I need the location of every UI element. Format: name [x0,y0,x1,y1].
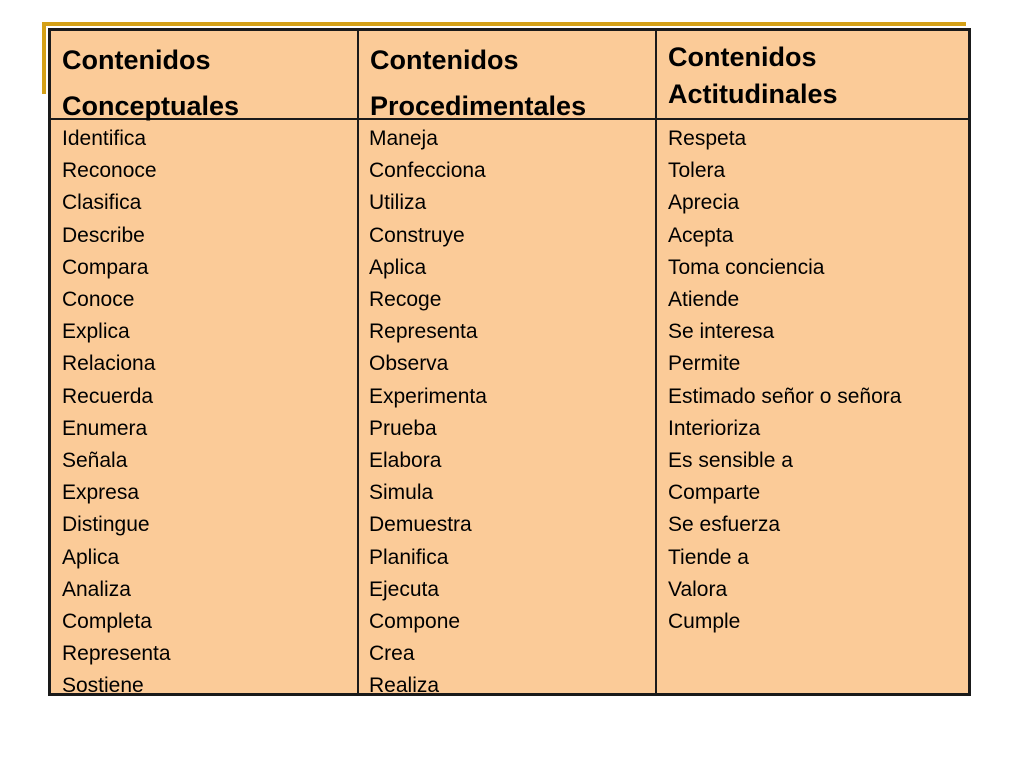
header-actitudinales [668,39,838,126]
table-cell: Elabora [369,449,442,473]
table-cell: Valora [668,577,728,601]
table-cell: Aprecia [668,191,740,215]
table-cell: Aplica [62,545,120,569]
decorative-top-line [42,22,966,26]
table-cell: Prueba [369,416,437,440]
table-cell: Confecciona [369,159,486,183]
table-cell: Aplica [369,255,427,279]
table-cell: Toma conciencia [668,255,825,279]
table-cell: Recoge [369,288,442,312]
table-cell: Respeta [668,127,747,150]
table-cell: Crea [369,642,415,666]
column-divider [357,31,359,693]
table-cell: Simula [369,481,434,505]
table-cell: Compara [62,255,149,279]
table-cell: Completa [62,610,152,634]
table-cell: Observa [369,352,449,376]
table-cell: Compone [369,610,461,634]
column-procedimentales [369,123,487,703]
table-cell: Realiza [369,674,440,698]
table-cell: Distingue [62,513,150,537]
table-cell: Describe [62,223,145,247]
table-cell: Interioriza [668,416,761,440]
header-line: Contenidos [62,45,211,75]
table-cell: Planifica [369,545,449,569]
header-line: Actitudinales [668,79,838,109]
table-cell: Clasifica [62,191,142,215]
contenidos-table [48,28,971,696]
column-conceptuales [62,123,171,703]
decorative-left-line [42,22,46,94]
table-cell: Reconoce [62,159,157,183]
table-cell: Construye [369,223,465,247]
table-cell: Utiliza [369,191,427,215]
table-cell: Conoce [62,288,135,312]
table-cell: Identifica [62,127,147,150]
header-line: Conceptuales [62,91,240,121]
table-cell: Analiza [62,577,131,601]
table-cell: Permite [668,352,741,376]
table-cell: Demuestra [369,513,472,537]
header-procedimentales [370,37,586,124]
header-line: Contenidos [370,45,519,75]
table-cell: Comparte [668,481,761,505]
table-cell: Representa [62,642,171,666]
table-cell: Cumple [668,610,741,634]
table-cell: Tiende a [668,545,749,569]
table-cell: Se esfuerza [668,513,781,537]
table-cell: Sostiene [62,674,144,698]
header-line: Procedimentales [370,91,587,121]
column-actitudinales [668,123,901,638]
table-cell: Señala [62,449,128,473]
table-cell: Enumera [62,416,148,440]
header-conceptuales [62,37,239,124]
header-line: Contenidos [668,42,817,72]
table-cell: Tolera [668,159,726,183]
table-cell: Ejecuta [369,577,440,601]
table-cell: Maneja [369,127,438,150]
table-cell: Atiende [668,288,740,312]
table-cell: Experimenta [369,384,487,408]
table-cell: Es sensible a [668,449,793,473]
table-cell: Representa [369,320,478,344]
table-cell: Acepta [668,223,734,247]
table-cell: Se interesa [668,320,775,344]
table-cell: Estimado señor o señora [668,384,902,408]
column-divider [655,31,657,693]
table-cell: Recuerda [62,384,154,408]
table-cell: Relaciona [62,352,156,376]
table-cell: Expresa [62,481,140,505]
table-cell: Explica [62,320,130,344]
